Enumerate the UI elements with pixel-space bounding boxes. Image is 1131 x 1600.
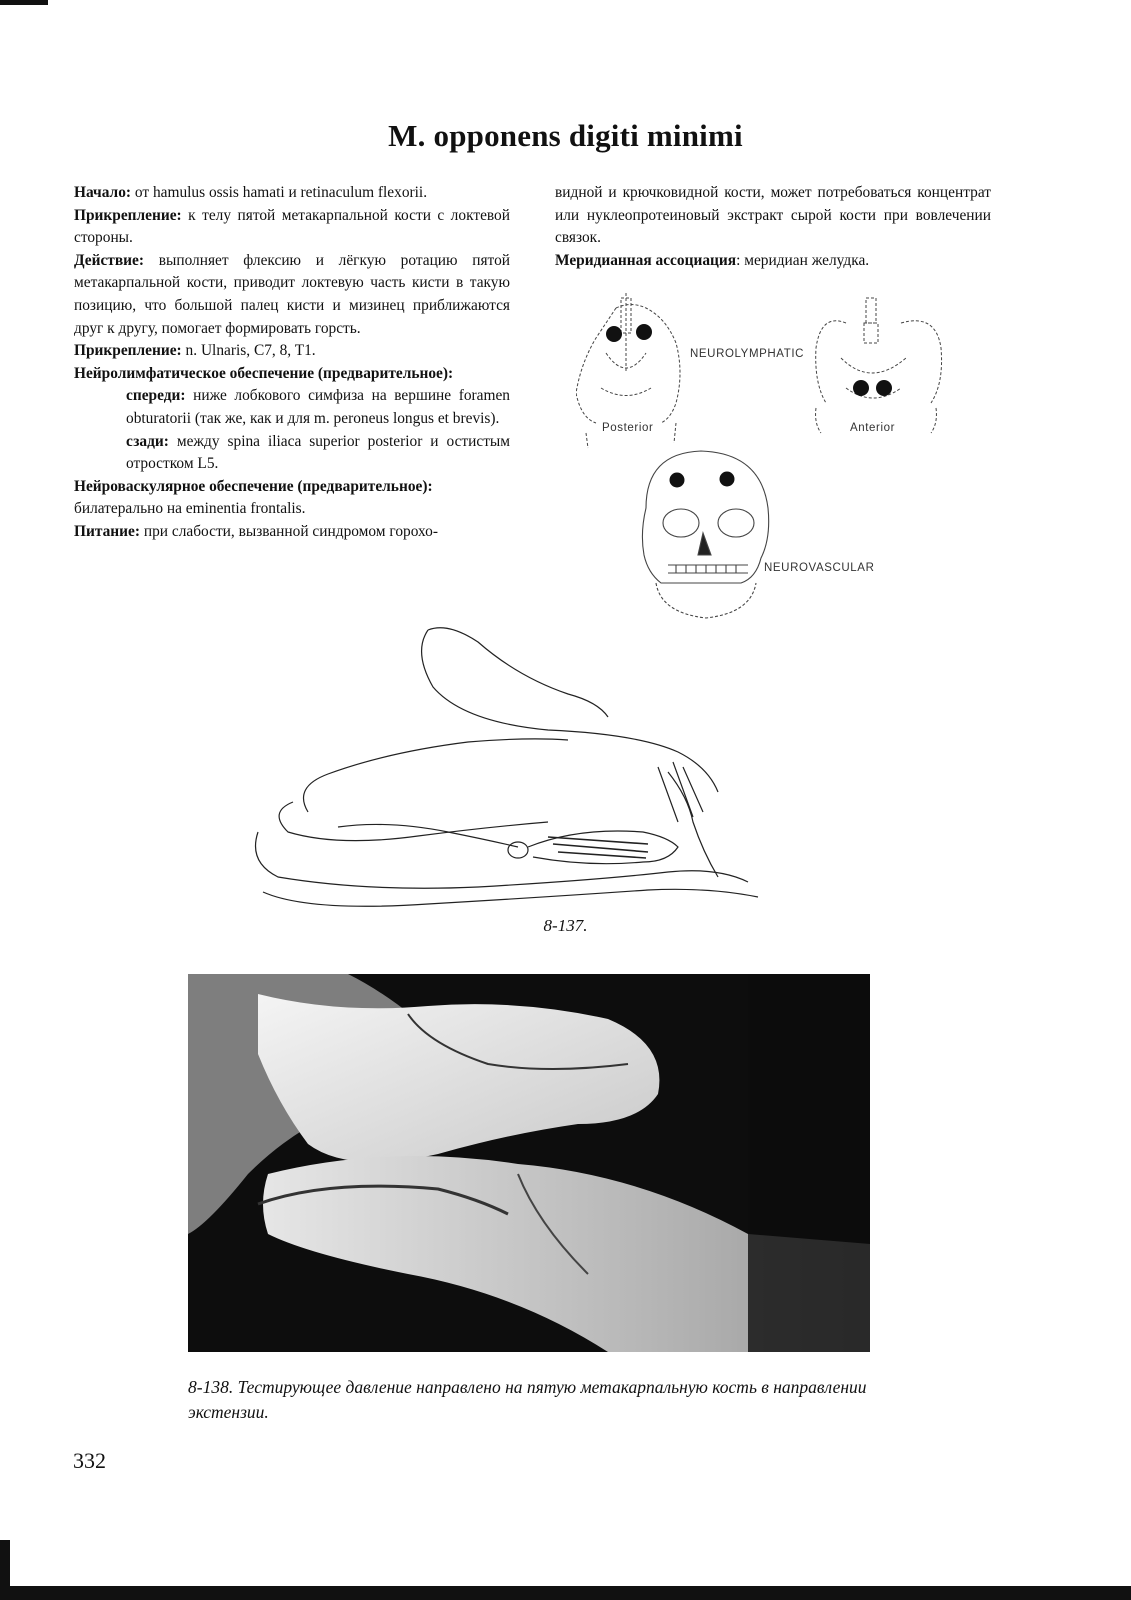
anterior-point-left	[853, 380, 869, 396]
nutrition-continued: видной и крючковидной кости, может потребоваться концентрат или нуклеопротеиновый экстракт сырой кости при вовлечении связок.	[555, 184, 991, 247]
page-number: 332	[73, 1448, 106, 1473]
neurolymphatic-heading: Нейролимфатическое обеспечение (предварительное):	[74, 364, 454, 382]
nutrition-paragraph: Питание: при слабости, вызванной синдромом горохо-	[74, 522, 438, 540]
pelvis-anterior-drawing	[816, 298, 942, 433]
posterior-point-left	[606, 326, 622, 342]
front-paragraph: спереди: ниже лобкового симфиза на вершине foramen obturatorii (так же, как и для m. peroneus longus et brevis).	[126, 387, 510, 427]
insertion-paragraph: Прикрепление: к телу пятой метакарпальной кости с локтевой стороны.	[74, 206, 510, 247]
neurovascular-point-right	[720, 472, 735, 487]
back-paragraph: сзади: между spina iliaca superior posterior и остистым отростком L5.	[126, 432, 510, 473]
page-title: M. opponens digiti minimi	[388, 118, 743, 153]
action-paragraph: Действие: выполняет флексию и лёгкую ротацию пятой метакарпальной кости, приводит локтевую часть кисти в такую позицию, что большой палец кисти и мизинец приближаются друг к другу, помогает формировать горсть.	[74, 251, 510, 337]
test-photograph	[188, 974, 870, 1352]
posterior-label: Posterior	[602, 422, 654, 434]
figure-caption-2: 8-138. Тестирующее давление направлено на пятую метакарпальную кость в направлении экстензии.	[188, 1377, 867, 1422]
neurovascular-paragraph: билатерально на eminentia frontalis.	[74, 500, 306, 518]
meridian-paragraph: Меридианная ассоциация: меридиан желудка.	[555, 251, 870, 269]
hand-anatomy-drawing	[248, 622, 778, 920]
anterior-label: Anterior	[850, 422, 896, 434]
scan-edge-top	[0, 0, 48, 5]
right-column	[555, 182, 991, 272]
neurovascular-heading: Нейроваскулярное обеспечение (предварительное):	[74, 477, 433, 495]
neurovascular-point-left	[670, 473, 685, 488]
posterior-point-right	[636, 324, 652, 340]
figure-caption-1: 8-137.	[543, 916, 588, 935]
skull-drawing	[642, 451, 768, 618]
origin-paragraph: Начало: от hamulus ossis hamati и retinaculum flexorii.	[74, 184, 428, 201]
neurovascular-label: NEUROVASCULAR	[764, 562, 875, 574]
anterior-point-right	[876, 380, 892, 396]
reflex-zones-figure	[576, 293, 996, 623]
scan-edge-bottom	[0, 1586, 1131, 1600]
left-column	[74, 182, 510, 544]
innervation-paragraph: Прикрепление: n. Ulnaris, C7, 8, T1.	[74, 342, 316, 360]
neurolymphatic-label: NEUROLYMPHATIC	[690, 348, 805, 360]
